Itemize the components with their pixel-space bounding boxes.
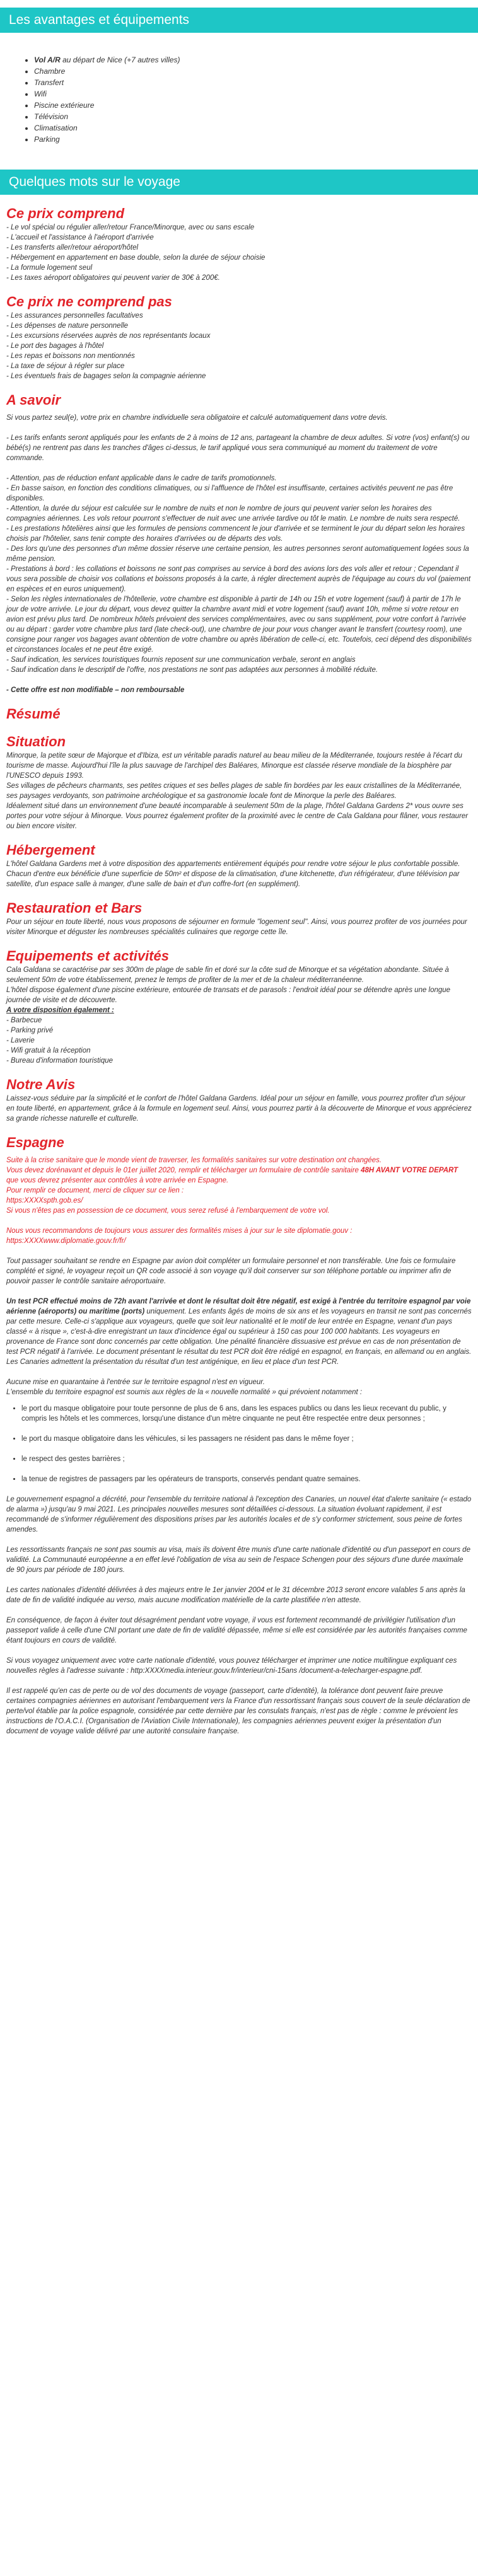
equipement-item: - Laverie bbox=[6, 1037, 35, 1044]
section-title-savoir: A savoir bbox=[6, 392, 61, 408]
non-comprend-item: - Les dépenses de nature personnelle bbox=[6, 322, 129, 330]
savoir-text: - Sauf indication, les services touristiques fournis reposent sur une communication verbale, seront en anglais bbox=[6, 656, 356, 664]
amenity-item bbox=[34, 66, 472, 77]
comprend-item: - Le vol spécial ou régulier aller/retour France/Minorque, avec ou sans escale bbox=[6, 224, 255, 231]
amenities-banner: Les avantages et équipements bbox=[0, 8, 478, 33]
amenity-label: Télévision bbox=[34, 112, 69, 121]
espagne-bullets bbox=[21, 1404, 472, 1484]
espagne-bullet: • le respect des gestes barrières ; bbox=[21, 1454, 472, 1464]
section-title-hebergement: Hébergement bbox=[6, 842, 95, 858]
amenity-item bbox=[34, 122, 472, 134]
espagne-text: Les cartes nationales d'identité délivrées à des majeurs entre le 1er janvier 2004 et le 31 décembre 2013 seront encore valables 5 ans après la date de fin de validité indiquée au verso, mais aucune modification matérielle de la carte plastifiée n'en atteste. bbox=[6, 1586, 465, 1604]
comprend-item: - Les taxes aéroport obligatoires qui peuvent varier de 30€ à 200€. bbox=[6, 274, 220, 282]
savoir-text: - Prestations à bord : les collations et boissons ne sont pas comprises au service à bord des avions lors des vols aller et retour ; Cependant il vous sera possible de choisir vos collations et boissons proposés à la carte, à régler directement auprès de l'équipage au cours du vol (paiement en espèces et en euros uniquement). bbox=[6, 565, 471, 593]
savoir-text: - Les prestations hôtelières ainsi que les formules de pensions commencent le jour d'arrivée et se terminent le jour du départ selon les horaires choisis par l'hôtelier, sans tenir compte des horaires d'arrivées ou de départs des vols. bbox=[6, 525, 465, 543]
amenity-item bbox=[34, 100, 472, 111]
section-title-non-comprend: Ce prix ne comprend pas bbox=[6, 294, 172, 309]
section-title-comprend: Ce prix comprend bbox=[6, 205, 125, 221]
equipements-list bbox=[6, 1015, 472, 1066]
page bbox=[0, 8, 478, 1736]
espagne-text: Les ressortissants français ne sont pas soumis au visa, mais ils doivent être munis d'une carte nationale d'identité ou d'un passeport en cours de validité. La Communauté européenne a en effet levé l'obligation de visa au sein de l'espace Schengen pour des séjours d'une durée maximale de 90 jours par période de 180 jours. bbox=[6, 1546, 470, 1574]
espagne-alert-part: Vous devez dorénavant et depuis le 01er juillet 2020, remplir et télécharger un formulaire de contrôle sanitaire bbox=[6, 1167, 361, 1174]
equipement-item: - Bureau d'information touristique bbox=[6, 1057, 114, 1065]
comprend-item: - Les transferts aller/retour aéroport/hôtel bbox=[6, 244, 139, 251]
espagne-text: Le gouvernement espagnol a décrété, pour l'ensemble du territoire national à l'exception des Canaries, un nouvel état d'alerte sanitaire (« estado de alarma ») jusqu'au 9 mai 2021. Les principales nouvelles mesures sont détaillées ci-dessous. La situation évoluant rapidement, il est recommandé de s'informer régulièrement des dispositions prises par les autorités locales et de s'y conformer strictement, sous peine de fortes amendes. bbox=[6, 1496, 472, 1533]
non-comprend-item: - Les excursions réservées auprès de nos représentants locaux bbox=[6, 332, 211, 340]
amenity-item bbox=[34, 54, 472, 66]
non-comprend-item: - Les éventuels frais de bagages selon la compagnie aérienne bbox=[6, 373, 206, 380]
situation-text: Idéalement situé dans un environnement d'une beauté incomparable à seulement 50m de la plage, l'hôtel Galdana Gardens 2* vous ouvre ses portes pour votre séjour à Minorque. Vous pourrez également profiter de la proximité avec le centre de Cala Galdana pour flâner, vous restaurer ou bien encore visiter. bbox=[6, 802, 469, 830]
section-title-situation: Situation bbox=[6, 734, 66, 749]
non-comprend-item: - Les repas et boissons non mentionnés bbox=[6, 352, 135, 360]
equipement-item: - Parking privé bbox=[6, 1027, 54, 1034]
espagne-text: Si vous voyagez uniquement avec votre carte nationale d'identité, vous pouvez télécharger et imprimer une notice multilingue expliquant ces nouvelles règles à l'adresse suivante : http:XXXXmedia.interieur.gouv.fr/interieur/cni-15ans /document-a-telecharger-espagne.pdf. bbox=[6, 1657, 457, 1675]
non-modifiable-note: - Cette offre est non modifiable – non remboursable bbox=[6, 686, 185, 694]
amenity-item bbox=[34, 88, 472, 100]
espagne-text: En conséquence, de façon à éviter tout désagrément pendant votre voyage, il vous est fortement recommandé de privilégier l'utilisation d'un passeport valide à celle d'une CNI portant une date de fin de validité dépassée, même si elle est considérée par les autorités françaises comme étant toujours en cours de validité. bbox=[6, 1617, 467, 1644]
equipements-text: L'hôtel dispose également d'une piscine extérieure, entourée de transats et de parasols : l'endroit idéal pour se détendre après une longue journée de visite et de découverte. bbox=[6, 986, 451, 1004]
trip-banner: Quelques mots sur le voyage bbox=[0, 170, 478, 195]
amenity-label: Climatisation bbox=[34, 124, 78, 132]
espagne-alert-part: que vous devrez présenter aux contrôles à votre arrivée en Espagne. bbox=[6, 1177, 229, 1184]
amenity-label: Wifi bbox=[34, 90, 47, 98]
section-title-avis: Notre Avis bbox=[6, 1077, 76, 1092]
amenity-label: Parking bbox=[34, 135, 60, 144]
comprend-item: - Hébergement en appartement en base double, selon la durée de séjour choisie bbox=[6, 254, 265, 262]
trip-content bbox=[0, 195, 478, 1736]
avis-text: Laissez-vous séduire par la simplicité et le confort de l'hôtel Galdana Gardens. Idéal pour un séjour en famille, vous pourrez profiter d'un séjour en toute liberté, en appartement, grâce à la formule en logement seul. Ainsi, vous pourrez partir à la découverte de Minorque et vous apprécierez sa grande richesse naturelle et culturelle. bbox=[6, 1095, 472, 1123]
section-title-espagne: Espagne bbox=[6, 1135, 64, 1150]
non-comprend-list bbox=[6, 311, 472, 381]
section-title-resume: Résumé bbox=[6, 706, 61, 722]
section-title-equipements: Equipements et activités bbox=[6, 948, 169, 964]
restauration-text: Pour un séjour en toute liberté, nous vous proposons de séjourner en formule "logement seul". Ainsi, vous pourrez profiter de vos journées pour visiter Minorque et déguster les nombreuses spécialités culinaires que regorge cette île. bbox=[6, 918, 467, 936]
amenity-bold: Vol A/R bbox=[34, 55, 61, 64]
savoir-text: - Selon les règles internationales de l'hôtellerie, votre chambre est disponible à partir de 14h ou 15h et votre logement (sauf) à partir de 17h le jour de votre arrivée. Le jour du départ, vous devez quitter la chambre avant midi et votre logement (sauf) avant 10h, même si votre retour en avion est prévu plus tard. De nombreux hôtels prévoient des services complémentaires, avec ou sans supplément, pour votre confort à l'arrivée ou au départ : garder votre chambre plus tard (late check-out), une chambre de jour pour vous changer avant le transfert (courtesy room), une consigne pour ranger vos bagages avant obtention de votre chambre ou après libération de celle-ci, etc. Toutefois, ceci dépend des disponibilités et circonstances locales et ne peut être exigé. bbox=[6, 596, 472, 654]
espagne-text-bold: Un test PCR effectué moins de 72h avant l'arrivée et dont le résultat doit être négatif, est exigé à l'entrée du territoire espagnol par voie aérienne (aéroports) ou maritime (ports) bbox=[6, 1298, 471, 1315]
amenities-section bbox=[0, 54, 478, 145]
comprend-item: - La formule logement seul bbox=[6, 264, 93, 272]
amenity-label: Piscine extérieure bbox=[34, 101, 95, 110]
espagne-link[interactable]: https:XXXXspth.gob.es/ bbox=[6, 1197, 83, 1204]
espagne-alert: Pour remplir ce document, merci de cliquer sur ce lien : bbox=[6, 1187, 184, 1194]
espagne-alert-bold: 48H AVANT VOTRE DEPART bbox=[361, 1167, 458, 1174]
savoir-text: - Attention, la durée du séjour est calculée sur le nombre de nuits et non le nombre de jours qui peuvent varier selon les horaires des compagnies aériennes. Les vols retour pourront s'effectuer de nuit avec une arrivée tardive ou tôt le matin. Le nombre de nuits sera respecté. bbox=[6, 505, 460, 523]
savoir-text: Si vous partez seul(e), votre prix en chambre individuelle sera obligatoire et calculé automatiquement dans votre devis. bbox=[6, 414, 388, 422]
hebergement-text: L'hôtel Galdana Gardens met à votre disposition des appartements entièrement équipés pour rendre votre séjour le plus confortable possible. Chacun d'entre eux bénéficie d'une superficie de 50m² et dispose de la climatisation, d'une kitchenette, d'un réfrigérateur, d'une télévision par satellite, d'un espace salle à manger, d'une salle de bain et d'un coffre-fort (en supplément). bbox=[6, 860, 460, 888]
equipements-subtitle: A votre disposition également : bbox=[6, 1007, 114, 1014]
savoir-text: - Attention, pas de réduction enfant applicable dans le cadre de tarifs promotionnels. bbox=[6, 475, 277, 482]
espagne-text: L'ensemble du territoire espagnol est soumis aux règles de la « nouvelle normalité » qui prévoient notamment : bbox=[6, 1389, 363, 1396]
espagne-bullet: • la tenue de registres de passagers par les opérateurs de transports, conservés pendant quatre semaines. bbox=[21, 1474, 472, 1484]
amenities-list bbox=[34, 54, 472, 145]
savoir-text: - En basse saison, en fonction des conditions climatiques, ou si l'affluence de l'hôtel est insuffisante, certaines activités peuvent ne pas être disponibles. bbox=[6, 485, 453, 502]
espagne-alert bbox=[6, 1165, 472, 1186]
amenity-label: Chambre bbox=[34, 67, 66, 76]
section-title-restauration: Restauration et Bars bbox=[6, 900, 143, 916]
amenity-label: au départ de Nice (+7 autres villes) bbox=[60, 55, 180, 64]
espagne-text bbox=[6, 1297, 472, 1367]
situation-text: Minorque, la petite sœur de Majorque et d'Ibiza, est un véritable paradis naturel au beau milieu de la Méditerranée, toujours restée à l'écart du tourisme de masse. Aujourd'hui l'île la plus sauvage de l'archipel des Baléares, Minorque est classée réserve mondiale de la biosphère par l'UNESCO depuis 1993. bbox=[6, 752, 462, 780]
espagne-bullet: • le port du masque obligatoire pour toute personne de plus de 6 ans, dans les espaces publics ou dans les lieux recevant du public, y compris les hôtels et les commerces, lorsqu'une distance d'un mètre cinquante ne peut être respectée entre deux personnes ; bbox=[21, 1404, 472, 1424]
amenity-label: Transfert bbox=[34, 78, 64, 87]
savoir-text: - Des lors qu'une des personnes d'un même dossier réserve une certaine pension, les autres personnes seront automatiquement logées sous la même pension. bbox=[6, 545, 469, 563]
equipements-text: Cala Galdana se caractérise par ses 300m de plage de sable fin et doré sur la côte sud de Minorque et sa végétation abondante. Située à seulement 50m de votre établissement, prenez le temps de profiter de la mer et de la chaleur méditerranéenne. bbox=[6, 966, 449, 984]
equipement-item: - Wifi gratuit à la réception bbox=[6, 1047, 91, 1054]
equipement-item: - Barbecue bbox=[6, 1017, 42, 1024]
espagne-alert: Si vous n'êtes pas en possession de ce document, vous serez refusé à l'embarquement de votre vol. bbox=[6, 1207, 330, 1215]
amenity-item bbox=[34, 77, 472, 88]
amenity-item bbox=[34, 111, 472, 122]
savoir-text: - Les tarifs enfants seront appliqués pour les enfants de 2 à moins de 12 ans, partageant la chambre de deux adultes. Si votre (vos) enfant(s) ou bébé(s) ne rentrent pas dans les tranches d'âges ci-dessus, le tarif appliqué vous sera communiqué au moment du traitement de votre commande. bbox=[6, 434, 470, 462]
non-comprend-item: - Les assurances personnelles facultatives bbox=[6, 312, 143, 320]
comprend-item: - L'accueil et l'assistance à l'aéroport d'arrivée bbox=[6, 234, 154, 241]
situation-text: Ses villages de pêcheurs charmants, ses petites criques et ses belles plages de sable fin bordées par les eaux cristallines de la Méditerranée, ses paysages verdoyants, son patrimoine archéologique et sa gastronomie locale font de Minorque la perle des Baléares. bbox=[6, 782, 462, 800]
espagne-text: Tout passager souhaitant se rendre en Espagne par avion doit compléter un formulaire personnel et non transférable. Une fois ce formulaire complété et signé, le voyageur reçoit un QR code associé à son voyage qu'il doit conserver sur son téléphone portable ou imprimer afin de pouvoir passer le contrôle sanitaire aéroportuaire. bbox=[6, 1257, 456, 1285]
comprend-list bbox=[6, 222, 472, 283]
espagne-alert: Suite à la crise sanitaire que le monde vient de traverser, les formalités sanitaires sur votre destination ont changées. bbox=[6, 1157, 382, 1164]
non-comprend-item: - Le port des bagages à l'hôtel bbox=[6, 342, 104, 350]
espagne-alert: Nous vous recommandons de toujours vous assurer des formalités mises à jour sur le site diplomatie.gouv : https:XXXXwww.diplomatie.gouv.fr/fr/ bbox=[6, 1227, 353, 1245]
espagne-bullet: • le port du masque obligatoire dans les véhicules, si les passagers ne résident pas dans le même foyer ; bbox=[21, 1434, 472, 1444]
savoir-text: - Sauf indication dans le descriptif de l'offre, nos prestations ne sont pas adaptées aux personnes à mobilité réduite. bbox=[6, 666, 378, 674]
espagne-text: Aucune mise en quarantaine à l'entrée sur le territoire espagnol n'est en vigueur. bbox=[6, 1378, 265, 1386]
espagne-text-part: uniquement. Les enfants âgés de moins de six ans et les voyageurs en transit ne sont pas concernés par cette mesure. Celle-ci s'applique aux voyageurs, quelle que soit leur nationalité et le motif de leur entrée en Espagne, venant d'un pays classé « à risque », c'est-à-dire enregistrant un taux d'incidence égal ou supérieur à 150 cas pour 100 000 habitants. Les voyageurs en provenance de France sont donc concernés par cette obligation. Une pénalité financière dissuasive est prévue en cas de non présentation de test PCR négatif à l'arrivée. Le document présentant le résultat du test PCR doit être rédigé en espagnol, en français, en allemand ou en anglais. Les Canaries admettent la présentation du résultat d'un test antigénique, en lieu et place d'un test PCR. bbox=[6, 1308, 472, 1366]
non-comprend-item: - La taxe de séjour à régler sur place bbox=[6, 362, 125, 370]
espagne-text: Il est rappelé qu'en cas de perte ou de vol des documents de voyage (passeport, carte d'identité), la tolérance dont peuvent faire preuve certaines compagnies aériennes en autorisant l'embarquement vers la France d'un ressortissant français sous couvert de la seule déclaration de perte/vol établie par la police espagnole, considérée par cette dernière par les consulats français, n'est pas de règle : comme le prévoient les instructions de l'O.A.C.I. (Organisation de l'Aviation Civile Internationale), les compagnies aériennes peuvent exiger la présentation d'un document de voyage valide délivré par une autorité consulaire française. bbox=[6, 1687, 470, 1735]
amenity-item bbox=[34, 134, 472, 145]
